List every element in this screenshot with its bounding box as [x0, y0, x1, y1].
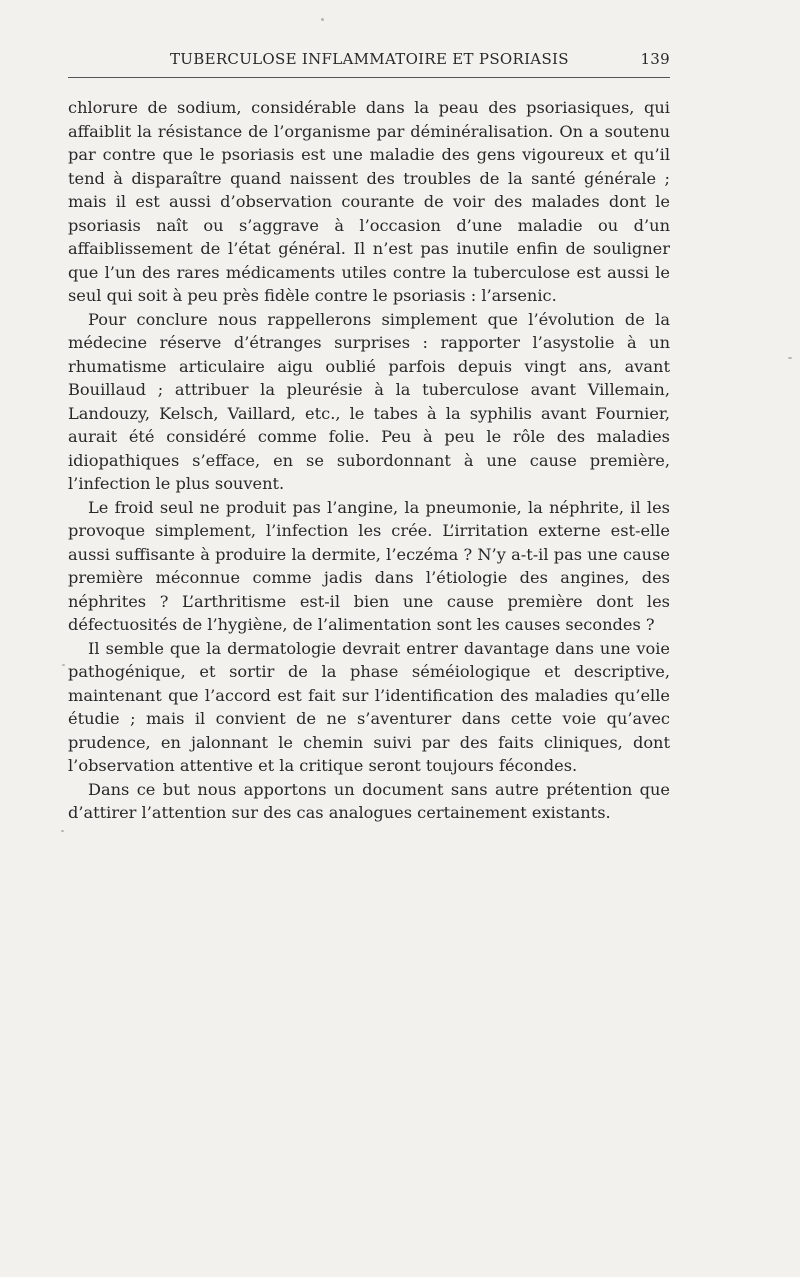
paragraph-2: Pour conclure nous rappellerons simplement que l’évolution de la médecine réserve d’étranges surprises : rapporter l’asystolie à un rhumatisme articulaire aigu oublié parfois depuis vingt ans, avant Bouillaud ; attribuer la pleurésie à la tuberculose avant Villemain, Landouzy, Kelsch, Vaillard, etc., le tabes à la syphilis avant Fournier, aurait été considéré comme folie. Peu à peu le rôle des maladies idiopathiques s’efface, en se subordonnant à une cause première, l’infection le plus souvent.	[68, 309, 670, 493]
header-rule	[68, 77, 670, 78]
running-title: TUBERCULOSE INFLAMMATOIRE ET PSORIASIS	[170, 50, 569, 68]
running-head	[68, 50, 670, 74]
paragraph-5: Dans ce but nous apportons un document sans autre prétention que d’attirer l’attention sur des cas analogues certainement existants.	[68, 779, 670, 822]
body-text	[68, 96, 670, 825]
paragraph-3: Le froid seul ne produit pas l’angine, la pneumonie, la néphrite, il les provoque simplement, l’infection les crée. L’irritation externe est-elle aussi suffisante à produire la dermite, l’eczéma ? N’y a-t-il pas une cause première méconnue comme jadis dans l’étiologie des angines, des néphrites ? L’arthritisme est-il bien une cause première dont les défectuosités de l’hygiène, de l’alimentation sont les causes secondes ?	[68, 497, 670, 634]
paragraph-1: chlorure de sodium, considérable dans la peau des psoriasiques, qui affaiblit la résistance de l’organisme par déminéralisation. On a soutenu par contre que le psoriasis est une maladie des gens vigoureux et qu’il tend à disparaître quand naissent des troubles de la santé générale ; mais il est aussi d’observation courante de voir des malades dont le psoriasis naît ou s’aggrave à l’occasion d’une maladie ou d’un affaiblissement de l’état général. Il n’est pas inutile enfin de souligner que l’un des rares médicaments utiles contre la tuberculose est aussi le seul qui soit à peu près fidèle contre le psoriasis : l’arsenic.	[68, 98, 670, 305]
paper-speck	[788, 357, 792, 359]
page-number: 139	[640, 50, 670, 68]
paper-speck	[62, 664, 65, 666]
paragraph-4: Il semble que la dermatologie devrait entrer davantage dans une voie pathogénique, et sortir de la phase séméiologique et descriptive, maintenant que l’accord est fait sur l’identification des maladies qu’elle étudie ; mais il convient de ne s’aventurer dans cette voie qu’avec prudence, en jalonnant le chemin suivi par des faits cliniques, dont l’observation attentive et la critique seront toujours fécondes.	[68, 638, 670, 775]
paper-speck	[321, 18, 324, 21]
paper-speck	[61, 830, 64, 832]
